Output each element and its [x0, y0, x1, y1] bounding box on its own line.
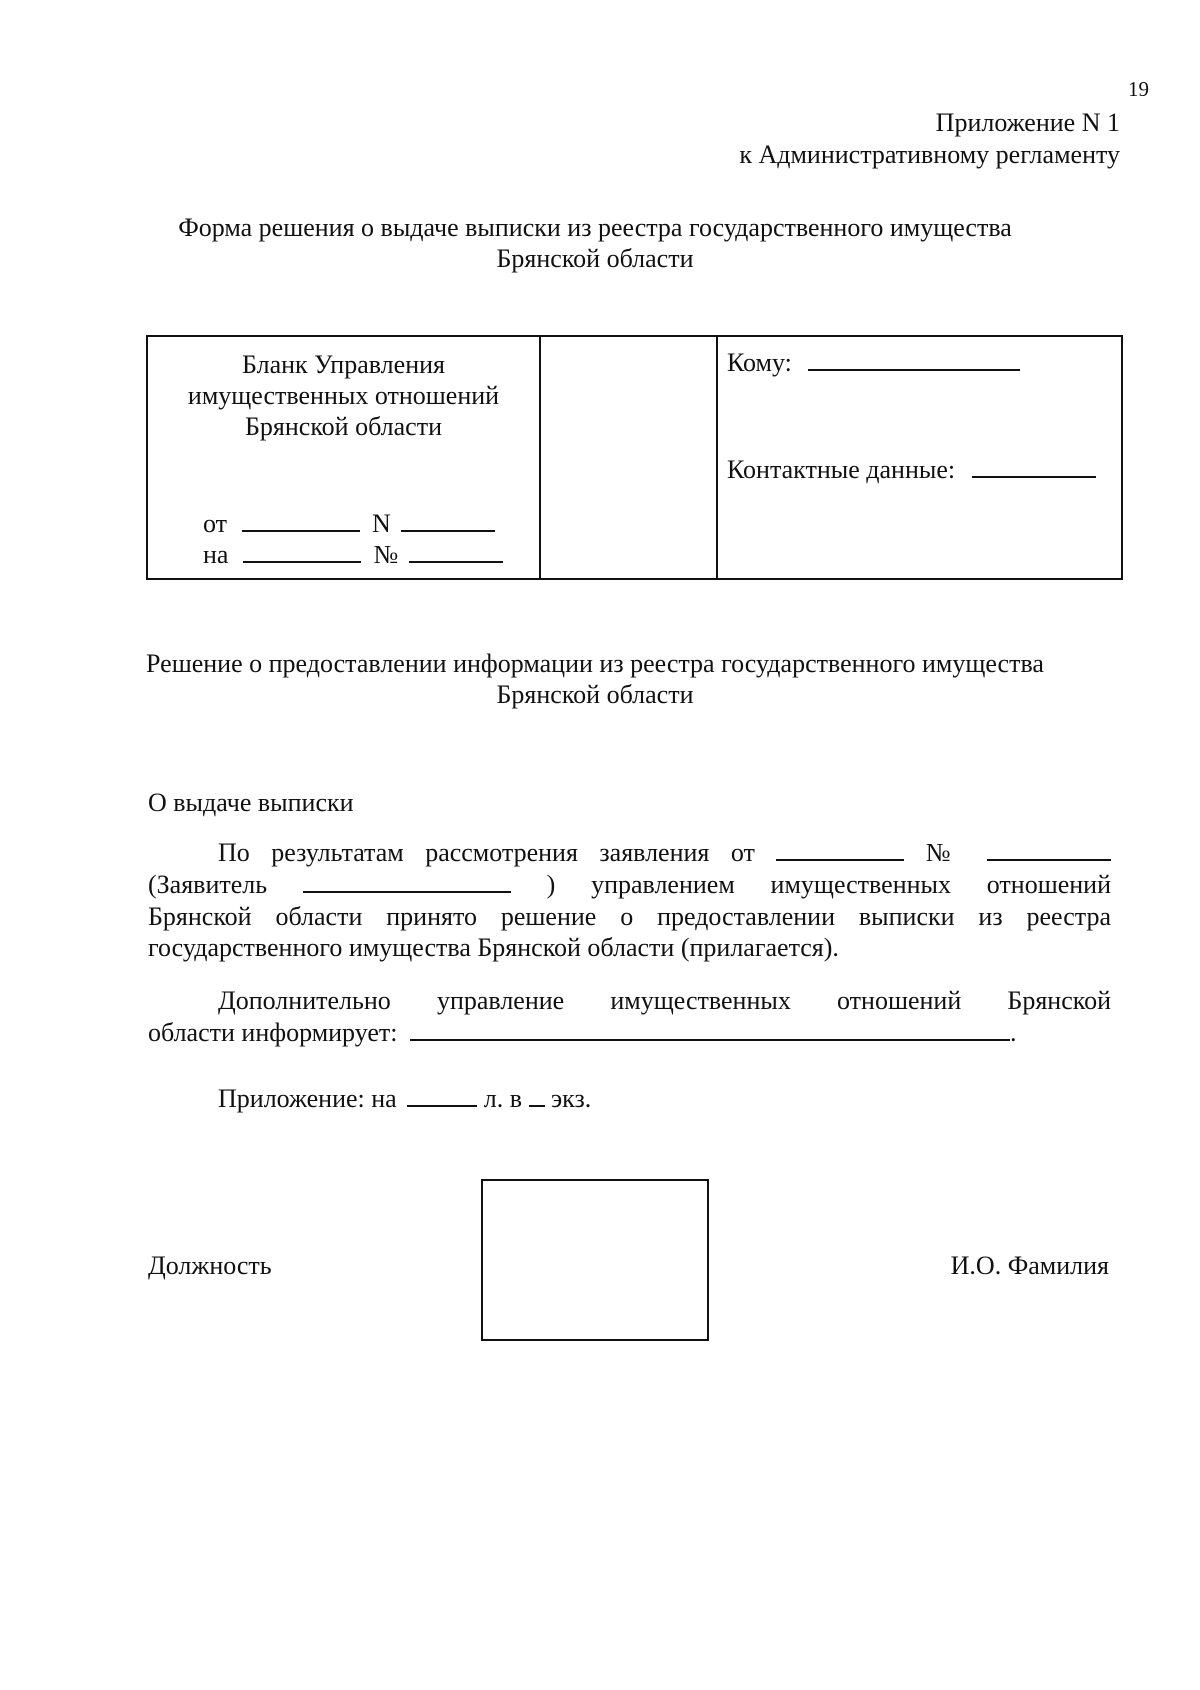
- no-number-field[interactable]: [409, 540, 503, 563]
- attachment-copies-label: экз.: [551, 1084, 592, 1113]
- paragraph-1-text-b: ) управлением имущественных отношений: [546, 870, 1111, 899]
- signature-stamp-box: [481, 1179, 709, 1341]
- paragraph-1-line-4: государственного имущества Брянской области (прилагается).: [148, 933, 839, 962]
- attachment-copies-field[interactable]: [529, 1084, 545, 1107]
- n-label: N: [372, 509, 391, 538]
- on-label: на: [203, 540, 229, 569]
- additional-info-field[interactable]: [410, 1018, 1010, 1041]
- recipient-cell: [718, 337, 1121, 578]
- empty-cell: [541, 337, 718, 578]
- attachment-pages-field[interactable]: [407, 1084, 477, 1107]
- on-row: [203, 539, 503, 570]
- informs-period: .: [1010, 1018, 1017, 1047]
- applicant-label: (Заявитель: [148, 870, 268, 899]
- informs-label: области информирует:: [148, 1018, 398, 1047]
- application-no-label: №: [925, 838, 966, 867]
- appendix-line-1: Приложение N 1: [935, 108, 1120, 137]
- position-label: Должность: [148, 1251, 272, 1280]
- contacts-label: Контактные данные:: [727, 455, 956, 484]
- attachment-pages-label: л. в: [483, 1084, 522, 1113]
- form-title: Форма решения о выдаче выписки из реестра государственного имущества Брянской области: [178, 213, 1012, 273]
- from-label: от: [203, 509, 228, 538]
- no-label: №: [373, 540, 399, 569]
- letterhead-title: Бланк Управления имущественных отношений Брянской области: [187, 350, 500, 441]
- attachment-line: [218, 1083, 591, 1114]
- attachment-label: Приложение: на: [218, 1084, 397, 1113]
- paragraph-2-line-2: [148, 1017, 1017, 1048]
- paragraph-2-line-1: [148, 985, 1111, 1016]
- paragraph-1-line-3: Брянской области принято решение о предоставлении выписки из реестра: [148, 902, 1111, 931]
- n-number-field[interactable]: [401, 509, 495, 532]
- subject-line: О выдаче выписки: [148, 788, 354, 817]
- applicant-field[interactable]: [303, 870, 511, 893]
- paragraph-1-line-1: [148, 837, 1111, 868]
- on-date-field[interactable]: [243, 540, 361, 563]
- paragraph-1-text-a: По результатам рассмотрения заявления от: [218, 838, 755, 867]
- paragraph-2-text: Дополнительно управление имущественных отношений Брянской: [218, 986, 1111, 1015]
- from-row: [203, 508, 495, 539]
- to-row: [727, 347, 1020, 378]
- header-table: [146, 335, 1123, 580]
- paragraph-1-line-2: [148, 869, 1111, 900]
- contacts-field[interactable]: [972, 455, 1096, 478]
- from-date-field[interactable]: [242, 509, 360, 532]
- decision-title: Решение о предоставлении информации из реестра государственного имущества Брянской области: [146, 649, 1044, 709]
- letterhead-cell: [148, 337, 541, 578]
- page-number: 19: [1128, 77, 1149, 101]
- application-number-field[interactable]: [987, 838, 1111, 861]
- recipient-field[interactable]: [808, 348, 1020, 371]
- contacts-row: [727, 454, 1096, 485]
- application-date-field[interactable]: [776, 838, 904, 861]
- appendix-line-2: к Административному регламенту: [739, 140, 1120, 169]
- signer-name: И.О. Фамилия: [950, 1251, 1109, 1280]
- to-label: Кому:: [727, 348, 792, 377]
